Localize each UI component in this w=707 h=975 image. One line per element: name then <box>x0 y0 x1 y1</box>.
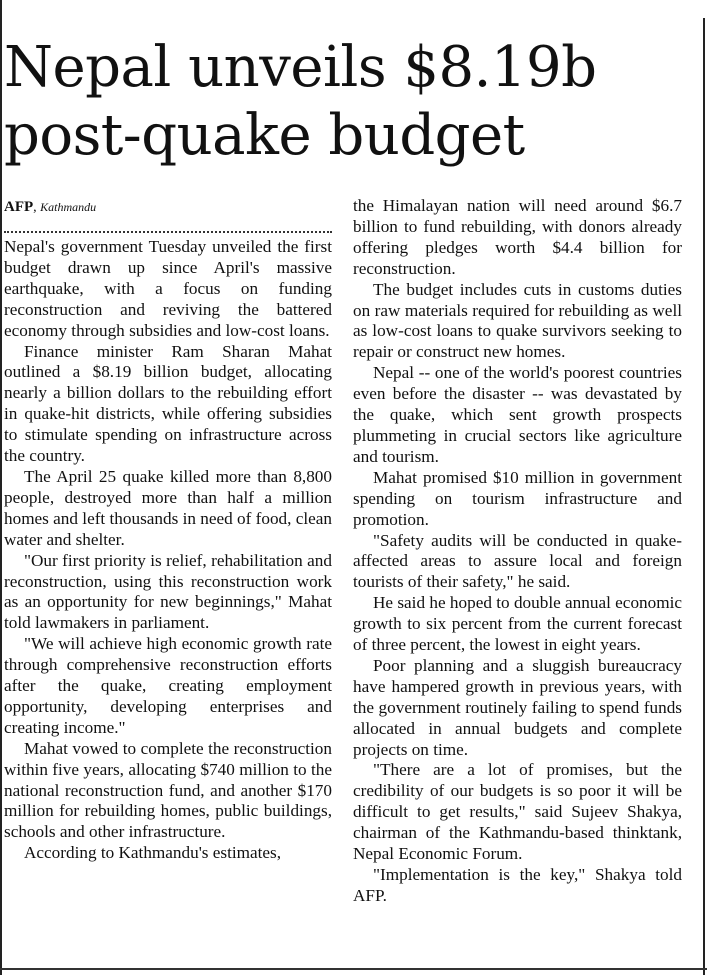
paragraph: the Himalayan nation will need around $6.7 billion to fund rebuilding, with donors already offering pledges worth $4.4 billion for reconstruction. <box>353 196 682 278</box>
paragraph: The budget includes cuts in customs duties on raw materials required for rebuilding as well as low-cost loans to quake survivors seeking to repair or construct new homes. <box>353 279 682 362</box>
article-column-2 <box>353 196 682 907</box>
paragraph: Poor planning and a sluggish bureaucracy have hampered growth in previous years, with the government routinely failing to spend funds allocated in annual budgets and complete projects on time. <box>353 655 682 759</box>
byline <box>4 196 332 219</box>
byline-agency: AFP <box>4 199 34 215</box>
paragraph: Nepal's government Tuesday unveiled the first budget drawn up since April's massive earthquake, with a focus on funding reconstruction and reviving the battered economy through subsidies and low-cost loans. <box>4 237 332 340</box>
paragraph: According to Kathmandu's estimates, <box>24 843 282 863</box>
paragraph: "Implementation is the key," Shakya told AFP. <box>353 865 682 905</box>
paragraph: Mahat vowed to complete the reconstruction within five years, allocating $740 million to the national reconstruction fund, and another $170 million for rebuilding homes, public buildings, schools and other infrastructure. <box>4 738 332 842</box>
headline: Nepal unveils $8.19b post-quake budget <box>4 35 597 168</box>
byline-location: Kathmandu <box>40 200 97 214</box>
dotted-divider <box>4 219 332 233</box>
article-column-1 <box>4 196 332 864</box>
paragraph: He said he hoped to double annual economic growth to six percent from the current forecast of three percent, the lowest in eight years. <box>353 593 682 655</box>
paragraph: "We will achieve high economic growth rate through comprehensive reconstruction efforts after the quake, creating employment opportunity, developing enterprises and creating income." <box>4 634 332 737</box>
paragraph: "There are a lot of promises, but the credibility of our budgets is so poor it will be difficult to get results," said Sujeev Shakya, chairman of the Kathmandu-based thinktank, Nepal Economic Forum. <box>353 760 682 864</box>
right-border <box>703 18 705 975</box>
paragraph: "Our first priority is relief, rehabilitation and reconstruction, using this reconstruction work as an opportunity for new beginnings," Mahat told lawmakers in parliament. <box>4 550 332 633</box>
byline-separator: , <box>33 200 41 215</box>
paragraph: Finance minister Ram Sharan Mahat outlined a $8.19 billion budget, allocating nearly a billion dollars to the rebuilding effort in quake-hit districts, while offering subsidies to stimulate spending on infrastructure across the country. <box>4 341 332 466</box>
bottom-border <box>0 968 707 970</box>
paragraph: "Safety audits will be conducted in quake-affected areas to assure local and foreign tourists of their safety," he said. <box>353 530 682 592</box>
paragraph: The April 25 quake killed more than 8,800 people, destroyed more than half a million homes and left thousands in need of food, clean water and shelter. <box>4 466 332 549</box>
paragraph: Nepal -- one of the world's poorest countries even before the disaster -- was devastated by the quake, which sent growth prospects plummeting in crucial sectors like agriculture and tourism. <box>353 363 682 466</box>
paragraph: Mahat promised $10 million in government spending on tourism infrastructure and promotion. <box>353 467 682 529</box>
left-border <box>0 0 2 975</box>
